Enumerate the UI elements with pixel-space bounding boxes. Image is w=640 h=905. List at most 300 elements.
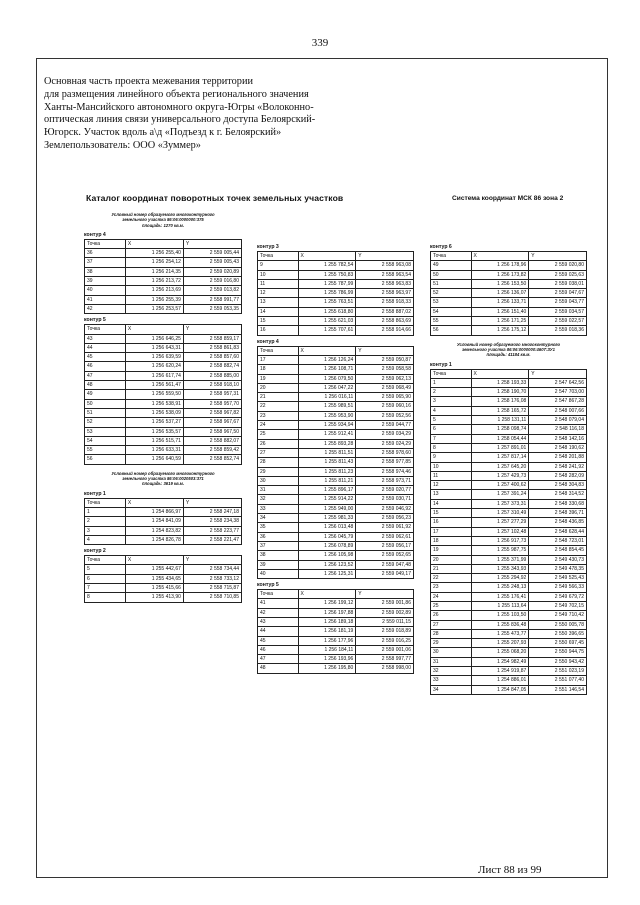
y-coordinate: 2 549 710,42 bbox=[529, 611, 587, 620]
point-number: 28 bbox=[431, 629, 472, 638]
point-number: 11 bbox=[431, 471, 472, 480]
table-row bbox=[258, 326, 414, 335]
point-number: 12 bbox=[258, 289, 299, 298]
x-coordinate: 1 256 646,25 bbox=[125, 334, 183, 343]
point-number: 52 bbox=[431, 289, 472, 298]
x-header: X bbox=[298, 346, 356, 355]
parcel-note-line: площадь: 41184 кв.м. bbox=[486, 352, 531, 358]
table-row bbox=[85, 418, 242, 427]
x-coordinate: 1 254 982,49 bbox=[471, 657, 529, 666]
y-header: Y bbox=[183, 498, 241, 507]
point-number: 15 bbox=[258, 317, 299, 326]
point-number: 43 bbox=[258, 617, 299, 626]
y-coordinate: 2 558 918,10 bbox=[183, 381, 241, 390]
y-coordinate: 2 558 918,33 bbox=[356, 298, 414, 307]
table-row bbox=[258, 664, 414, 673]
y-coordinate: 2 558 221,47 bbox=[183, 535, 241, 544]
x-coordinate: 1 256 617,74 bbox=[125, 371, 183, 380]
y-coordinate: 2 559 052,65 bbox=[356, 551, 414, 560]
y-coordinate: 2 558 861,83 bbox=[183, 343, 241, 352]
y-coordinate: 2 548 314,52 bbox=[529, 490, 587, 499]
table-row bbox=[258, 298, 414, 307]
x-coordinate: 1 256 640,59 bbox=[125, 455, 183, 464]
y-coordinate: 2 558 957,70 bbox=[183, 399, 241, 408]
y-coordinate: 2 559 058,58 bbox=[356, 365, 414, 374]
y-coordinate: 2 559 011,15 bbox=[356, 617, 414, 626]
coordinates-table bbox=[257, 589, 414, 674]
x-coordinate: 1 257 373,31 bbox=[471, 499, 529, 508]
y-coordinate: 2 559 022,57 bbox=[529, 317, 587, 326]
y-coordinate: 2 558 963,97 bbox=[356, 289, 414, 298]
point-number: 1 bbox=[431, 378, 472, 387]
x-coordinate: 1 256 173,82 bbox=[471, 270, 529, 279]
y-coordinate: 2 559 025,63 bbox=[529, 270, 587, 279]
table-row bbox=[258, 617, 414, 626]
table-row bbox=[258, 411, 414, 420]
table-row bbox=[431, 555, 587, 564]
y-coordinate: 2 558 863,69 bbox=[356, 317, 414, 326]
y-coordinate: 2 559 013,82 bbox=[183, 286, 241, 295]
table-row bbox=[258, 523, 414, 532]
point-number: 50 bbox=[431, 270, 472, 279]
table-row bbox=[85, 446, 242, 455]
table-header-row bbox=[258, 252, 414, 261]
x-coordinate: 1 255 103,50 bbox=[471, 611, 529, 620]
x-coordinate: 1 256 538,91 bbox=[125, 399, 183, 408]
point-number: 6 bbox=[85, 574, 126, 583]
y-coordinate: 2 559 030,71 bbox=[356, 495, 414, 504]
table-row bbox=[85, 304, 242, 313]
x-coordinate: 1 257 310,49 bbox=[471, 509, 529, 518]
point-number: 18 bbox=[431, 536, 472, 545]
y-coordinate: 2 559 002,89 bbox=[356, 608, 414, 617]
y-coordinate: 2 551 146,54 bbox=[529, 685, 587, 694]
table-row bbox=[431, 317, 587, 326]
x-coordinate: 1 256 136,07 bbox=[471, 289, 529, 298]
point-number: 4 bbox=[85, 535, 126, 544]
point-header: Точка bbox=[431, 252, 472, 261]
y-coordinate: 2 558 733,12 bbox=[183, 574, 241, 583]
y-coordinate: 2 559 024,29 bbox=[356, 439, 414, 448]
point-number: 19 bbox=[258, 374, 299, 383]
table-row bbox=[431, 307, 587, 316]
parcel-note-line: Условный номер образуемого многоконтурного bbox=[111, 470, 215, 476]
point-number: 18 bbox=[258, 365, 299, 374]
point-number: 42 bbox=[258, 608, 299, 617]
point-number: 45 bbox=[85, 353, 126, 362]
point-header: Точка bbox=[258, 346, 299, 355]
y-coordinate: 2 558 882,74 bbox=[183, 362, 241, 371]
y-coordinate: 2 548 628,44 bbox=[529, 527, 587, 536]
x-coordinate: 1 255 207,93 bbox=[471, 639, 529, 648]
x-coordinate: 1 255 621,03 bbox=[298, 317, 356, 326]
point-number: 32 bbox=[431, 667, 472, 676]
header-line: Основная часть проекта межевания территории bbox=[44, 76, 253, 87]
x-coordinate: 1 256 181,19 bbox=[298, 627, 356, 636]
point-header: Точка bbox=[258, 252, 299, 261]
x-coordinate: 1 255 811,21 bbox=[298, 476, 356, 485]
table-row bbox=[431, 499, 587, 508]
table-row bbox=[431, 279, 587, 288]
parcel-note-line: земельного участка 86:06:0000000:375 bbox=[122, 217, 204, 223]
y-coordinate: 2 558 978,60 bbox=[356, 448, 414, 457]
y-coordinate: 2 550 005,78 bbox=[529, 620, 587, 629]
x-coordinate: 1 256 538,09 bbox=[125, 408, 183, 417]
contour-title: контур 2 bbox=[84, 548, 106, 555]
y-coordinate: 2 559 062,61 bbox=[356, 532, 414, 541]
table-row bbox=[258, 560, 414, 569]
y-coordinate: 2 558 857,60 bbox=[183, 353, 241, 362]
x-coordinate: 1 256 213,72 bbox=[125, 277, 183, 286]
coordinates-table bbox=[84, 498, 242, 545]
y-header: Y bbox=[356, 346, 414, 355]
point-number: 42 bbox=[85, 304, 126, 313]
parcel-note bbox=[430, 342, 587, 358]
table-row bbox=[258, 608, 414, 617]
table-row bbox=[431, 434, 587, 443]
table-row bbox=[258, 402, 414, 411]
x-coordinate: 1 256 178,96 bbox=[471, 261, 529, 270]
point-header: Точка bbox=[85, 325, 126, 334]
y-coordinate: 2 551 077,40 bbox=[529, 676, 587, 685]
point-number: 31 bbox=[431, 657, 472, 666]
point-number: 3 bbox=[85, 526, 126, 535]
parcel-note-line: площадь: 3619 кв.м. bbox=[141, 481, 185, 487]
point-number: 31 bbox=[258, 486, 299, 495]
x-coordinate: 1 255 707,61 bbox=[298, 326, 356, 335]
table-row bbox=[85, 507, 242, 516]
x-coordinate: 1 256 515,71 bbox=[125, 436, 183, 445]
y-coordinate: 2 559 020,80 bbox=[529, 261, 587, 270]
point-number: 33 bbox=[258, 504, 299, 513]
catalog-title: Каталог координат поворотных точек земельных участков bbox=[86, 193, 344, 203]
table-row bbox=[431, 481, 587, 490]
table-header-row bbox=[85, 325, 242, 334]
x-coordinate: 1 256 151,40 bbox=[471, 307, 529, 316]
header-line: Югорск. Участок вдоль а\д «Подъезд к г. Белоярский» bbox=[44, 127, 282, 139]
coordinates-table bbox=[430, 369, 587, 695]
point-number: 7 bbox=[431, 434, 472, 443]
x-coordinate: 1 255 811,23 bbox=[298, 467, 356, 476]
x-coordinate: 1 255 442,67 bbox=[125, 565, 183, 574]
y-coordinate: 2 548 116,18 bbox=[529, 425, 587, 434]
x-coordinate: 1 255 434,65 bbox=[125, 574, 183, 583]
point-header: Точка bbox=[85, 239, 126, 248]
point-number: 21 bbox=[431, 564, 472, 573]
point-number: 40 bbox=[258, 569, 299, 578]
x-coordinate: 1 255 176,41 bbox=[471, 592, 529, 601]
point-number: 29 bbox=[258, 467, 299, 476]
point-number: 10 bbox=[431, 462, 472, 471]
point-number: 25 bbox=[431, 601, 472, 610]
x-coordinate: 1 255 068,20 bbox=[471, 648, 529, 657]
point-number: 24 bbox=[258, 421, 299, 430]
y-coordinate: 2 558 977,85 bbox=[356, 458, 414, 467]
y-header: Y bbox=[356, 590, 414, 599]
page-number: 339 bbox=[311, 37, 329, 49]
point-number: 32 bbox=[258, 495, 299, 504]
contour-title: контур 4 bbox=[257, 338, 279, 345]
parcel-note bbox=[84, 471, 242, 487]
x-coordinate: 1 254 886,01 bbox=[471, 676, 529, 685]
y-coordinate: 2 559 062,13 bbox=[356, 374, 414, 383]
x-coordinate: 1 256 255,39 bbox=[125, 295, 183, 304]
point-number: 28 bbox=[258, 458, 299, 467]
table-row bbox=[431, 397, 587, 406]
table-row bbox=[431, 388, 587, 397]
y-coordinate: 2 548 282,09 bbox=[529, 471, 587, 480]
x-coordinate: 1 256 535,57 bbox=[125, 427, 183, 436]
x-coordinate: 1 256 195,80 bbox=[298, 664, 356, 673]
point-number: 44 bbox=[258, 627, 299, 636]
table-header-row bbox=[431, 369, 587, 378]
y-coordinate: 2 548 241,92 bbox=[529, 462, 587, 471]
point-number: 56 bbox=[85, 455, 126, 464]
table-row bbox=[85, 427, 242, 436]
contour-title: контур 6 bbox=[430, 244, 452, 250]
y-coordinate: 2 548 396,71 bbox=[529, 509, 587, 518]
x-coordinate: 1 256 171,25 bbox=[471, 317, 529, 326]
y-coordinate: 2 550 396,65 bbox=[529, 629, 587, 638]
y-header: Y bbox=[529, 369, 587, 378]
x-coordinate: 1 256 184,11 bbox=[298, 645, 356, 654]
point-number: 39 bbox=[258, 560, 299, 569]
table-row bbox=[258, 599, 414, 608]
x-coordinate: 1 257 400,62 bbox=[471, 481, 529, 490]
table-row bbox=[258, 289, 414, 298]
coordinates-table bbox=[257, 251, 414, 336]
table-row bbox=[85, 517, 242, 526]
table-row bbox=[85, 583, 242, 592]
point-number: 29 bbox=[431, 639, 472, 648]
point-number: 2 bbox=[85, 517, 126, 526]
point-number: 10 bbox=[258, 270, 299, 279]
y-coordinate: 2 559 065,90 bbox=[356, 393, 414, 402]
y-coordinate: 2 559 018,36 bbox=[529, 326, 587, 335]
x-coordinate: 1 258 193,33 bbox=[471, 378, 529, 387]
point-number: 8 bbox=[431, 443, 472, 452]
y-coordinate: 2 559 018,89 bbox=[356, 627, 414, 636]
header-line: для размещения линейного объекта регионального значения bbox=[44, 88, 309, 100]
point-header: Точка bbox=[431, 369, 472, 378]
y-coordinate: 2 559 050,87 bbox=[356, 355, 414, 364]
table-row bbox=[431, 378, 587, 387]
x-coordinate: 1 254 866,97 bbox=[125, 507, 183, 516]
table-row bbox=[431, 462, 587, 471]
point-number: 4 bbox=[431, 406, 472, 415]
y-coordinate: 2 558 967,67 bbox=[183, 418, 241, 427]
table-row bbox=[258, 374, 414, 383]
y-coordinate: 2 558 882,07 bbox=[183, 436, 241, 445]
y-coordinate: 2 548 007,66 bbox=[529, 406, 587, 415]
point-number: 34 bbox=[258, 514, 299, 523]
contour-title: контур 3 bbox=[257, 244, 279, 250]
table-row bbox=[258, 467, 414, 476]
x-coordinate: 1 256 214,35 bbox=[125, 267, 183, 276]
point-number: 1 bbox=[85, 507, 126, 516]
table-row bbox=[258, 430, 414, 439]
table-row bbox=[431, 639, 587, 648]
point-number: 17 bbox=[258, 355, 299, 364]
table-row bbox=[258, 393, 414, 402]
coordinates-column-1 bbox=[84, 212, 242, 603]
y-coordinate: 2 559 049,17 bbox=[356, 569, 414, 578]
y-coordinate: 2 548 436,85 bbox=[529, 518, 587, 527]
table-row bbox=[85, 362, 242, 371]
coordinates-table bbox=[84, 324, 242, 464]
table-header-row bbox=[258, 346, 414, 355]
contour-title: контур 1 bbox=[84, 490, 106, 497]
y-coordinate: 2 559 068,49 bbox=[356, 383, 414, 392]
table-row bbox=[85, 408, 242, 417]
table-row bbox=[431, 574, 587, 583]
point-number: 55 bbox=[431, 317, 472, 326]
point-number: 52 bbox=[85, 418, 126, 427]
y-coordinate: 2 558 734,44 bbox=[183, 565, 241, 574]
y-coordinate: 2 558 963,08 bbox=[356, 261, 414, 270]
x-coordinate: 1 255 934,94 bbox=[298, 421, 356, 430]
table-header-row bbox=[258, 590, 414, 599]
x-header: X bbox=[471, 252, 529, 261]
x-coordinate: 1 258 131,11 bbox=[471, 416, 529, 425]
table-row bbox=[258, 270, 414, 279]
x-coordinate: 1 255 987,75 bbox=[471, 546, 529, 555]
y-coordinate: 2 548 079,04 bbox=[529, 416, 587, 425]
table-row bbox=[431, 326, 587, 335]
point-number: 53 bbox=[85, 427, 126, 436]
table-row bbox=[85, 353, 242, 362]
point-number: 23 bbox=[431, 583, 472, 592]
y-coordinate: 2 549 525,43 bbox=[529, 574, 587, 583]
y-coordinate: 2 559 060,16 bbox=[356, 402, 414, 411]
point-header: Точка bbox=[258, 590, 299, 599]
x-coordinate: 1 258 176,08 bbox=[471, 397, 529, 406]
y-coordinate: 2 559 053,35 bbox=[183, 304, 241, 313]
table-row bbox=[85, 535, 242, 544]
y-coordinate: 2 559 056,23 bbox=[356, 514, 414, 523]
y-header: Y bbox=[183, 239, 241, 248]
point-number: 51 bbox=[431, 279, 472, 288]
y-coordinate: 2 559 001,86 bbox=[356, 599, 414, 608]
table-row bbox=[85, 295, 242, 304]
point-number: 7 bbox=[85, 583, 126, 592]
point-number: 45 bbox=[258, 636, 299, 645]
point-number: 26 bbox=[258, 439, 299, 448]
point-number: 41 bbox=[85, 295, 126, 304]
x-coordinate: 1 258 098,74 bbox=[471, 425, 529, 434]
y-coordinate: 2 558 973,71 bbox=[356, 476, 414, 485]
y-header: Y bbox=[183, 556, 241, 565]
x-coordinate: 1 255 371,99 bbox=[471, 555, 529, 564]
table-row bbox=[85, 455, 242, 464]
x-coordinate: 1 255 413,90 bbox=[125, 593, 183, 602]
x-header: X bbox=[298, 252, 356, 261]
table-row bbox=[431, 657, 587, 666]
y-coordinate: 2 547 703,00 bbox=[529, 388, 587, 397]
x-coordinate: 1 256 126,24 bbox=[298, 355, 356, 364]
x-coordinate: 1 258 054,44 bbox=[471, 434, 529, 443]
table-row bbox=[431, 261, 587, 270]
y-coordinate: 2 559 047,67 bbox=[529, 289, 587, 298]
x-coordinate: 1 254 841,09 bbox=[125, 517, 183, 526]
table-row bbox=[431, 536, 587, 545]
table-row bbox=[258, 317, 414, 326]
x-coordinate: 1 256 013,48 bbox=[298, 523, 356, 532]
x-coordinate: 1 256 254,12 bbox=[125, 258, 183, 267]
point-number: 17 bbox=[431, 527, 472, 536]
point-number: 36 bbox=[258, 532, 299, 541]
y-coordinate: 2 549 679,72 bbox=[529, 592, 587, 601]
table-row bbox=[431, 629, 587, 638]
y-coordinate: 2 548 330,68 bbox=[529, 499, 587, 508]
x-coordinate: 1 255 618,80 bbox=[298, 307, 356, 316]
table-row bbox=[85, 593, 242, 602]
point-number: 3 bbox=[431, 397, 472, 406]
point-number: 23 bbox=[258, 411, 299, 420]
header-line: Ханты-Мансийского автономного округа-Югры «Волоконно- bbox=[44, 101, 314, 113]
x-coordinate: 1 256 197,88 bbox=[298, 608, 356, 617]
point-number: 54 bbox=[431, 307, 472, 316]
y-coordinate: 2 559 020,89 bbox=[183, 267, 241, 276]
x-coordinate: 1 256 643,31 bbox=[125, 343, 183, 352]
x-header: X bbox=[125, 556, 183, 565]
y-coordinate: 2 550 943,42 bbox=[529, 657, 587, 666]
table-row bbox=[258, 627, 414, 636]
table-row bbox=[431, 471, 587, 480]
coordinates-table bbox=[257, 346, 414, 579]
y-coordinate: 2 558 234,38 bbox=[183, 517, 241, 526]
x-coordinate: 1 257 102,48 bbox=[471, 527, 529, 536]
coordinates-table bbox=[84, 555, 242, 602]
point-number: 40 bbox=[85, 286, 126, 295]
y-coordinate: 2 549 478,35 bbox=[529, 564, 587, 573]
point-header: Точка bbox=[85, 498, 126, 507]
contour-title: контур 5 bbox=[84, 317, 106, 324]
x-header: X bbox=[125, 498, 183, 507]
table-row bbox=[258, 307, 414, 316]
table-row bbox=[85, 399, 242, 408]
y-coordinate: 2 559 052,56 bbox=[356, 411, 414, 420]
x-header: X bbox=[125, 325, 183, 334]
x-coordinate: 1 255 248,13 bbox=[471, 583, 529, 592]
table-row bbox=[258, 261, 414, 270]
x-coordinate: 1 256 537,27 bbox=[125, 418, 183, 427]
x-coordinate: 1 257 391,24 bbox=[471, 490, 529, 499]
x-coordinate: 1 258 190,70 bbox=[471, 388, 529, 397]
x-header: X bbox=[125, 239, 183, 248]
table-row bbox=[85, 565, 242, 574]
x-coordinate: 1 256 620,24 bbox=[125, 362, 183, 371]
y-coordinate: 2 558 885,00 bbox=[183, 371, 241, 380]
x-coordinate: 1 255 294,92 bbox=[471, 574, 529, 583]
x-coordinate: 1 256 639,59 bbox=[125, 353, 183, 362]
table-row bbox=[85, 390, 242, 399]
x-coordinate: 1 255 750,83 bbox=[298, 270, 356, 279]
point-number: 46 bbox=[85, 362, 126, 371]
x-coordinate: 1 255 896,17 bbox=[298, 486, 356, 495]
contour-title: контур 4 bbox=[84, 231, 106, 238]
y-coordinate: 2 548 201,88 bbox=[529, 453, 587, 462]
x-coordinate: 1 256 108,71 bbox=[298, 365, 356, 374]
point-number: 35 bbox=[258, 523, 299, 532]
point-number: 43 bbox=[85, 334, 126, 343]
y-coordinate: 2 558 914,66 bbox=[356, 326, 414, 335]
y-coordinate: 2 559 001,06 bbox=[356, 645, 414, 654]
y-coordinate: 2 558 859,42 bbox=[183, 446, 241, 455]
y-coordinate: 2 548 142,16 bbox=[529, 434, 587, 443]
point-number: 22 bbox=[431, 574, 472, 583]
table-row bbox=[85, 343, 242, 352]
